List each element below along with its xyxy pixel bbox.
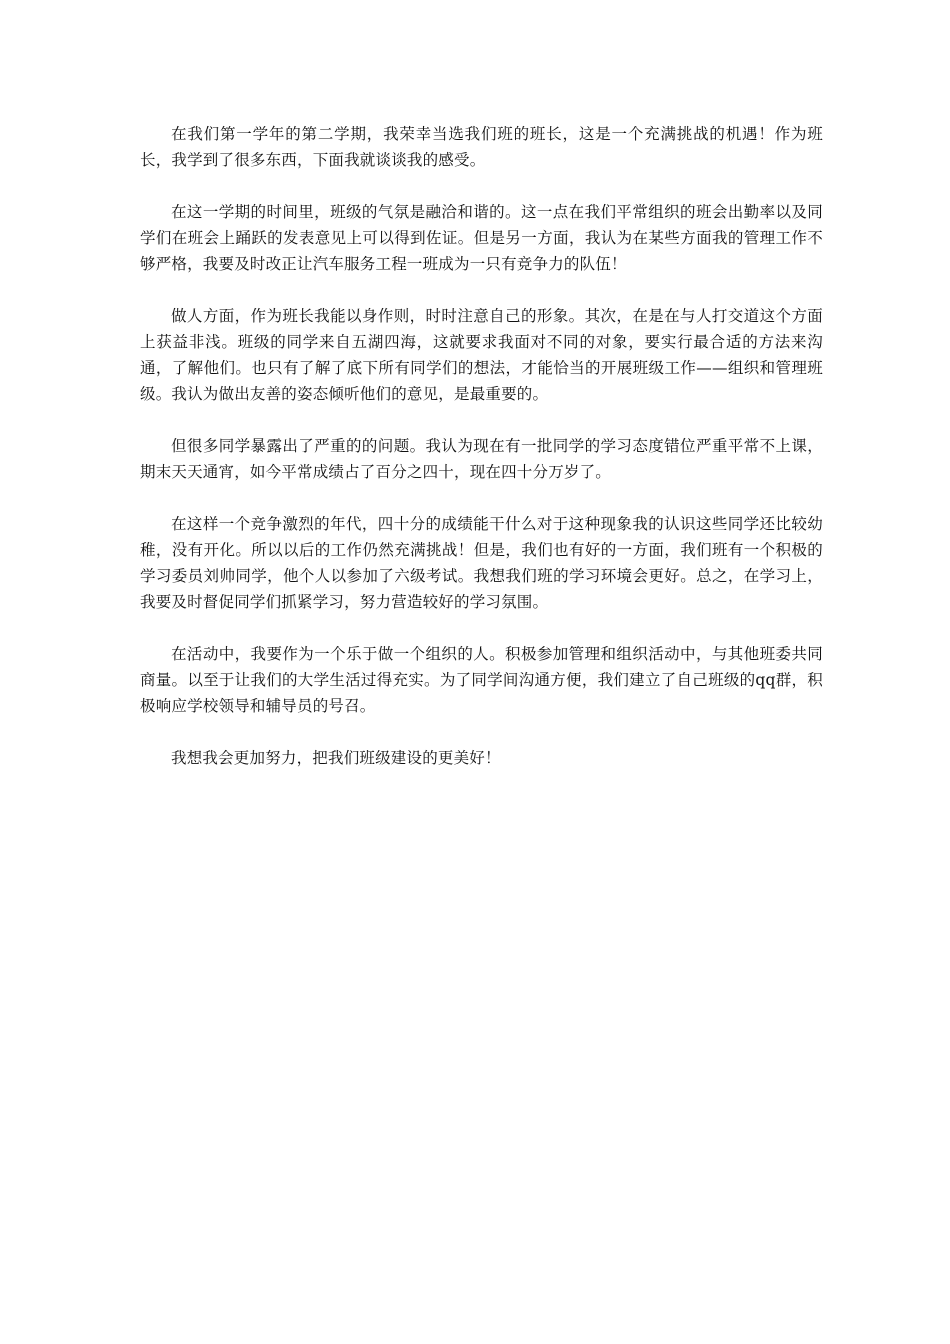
paragraph-1: 在我们第一学年的第二学期，我荣幸当选我们班的班长，这是一个充满挑战的机遇！作为班长，我学到了很多东西，下面我就谈谈我的感受。 <box>140 125 823 169</box>
paragraph-7: 我想我会更加努力，把我们班级建设的更美好！ <box>171 749 501 767</box>
paragraph-2: 在这一学期的时间里，班级的气氛是融洽和谐的。这一点在我们平常组织的班会出勤率以及同学们在班会上踊跃的发表意见上可以得到佐证。但是另一方面，我认为在某些方面我的管理工作不够严格，我要及时改正让汽车服务工程一班成为一只有竞争力的队伍！ <box>140 203 823 273</box>
paragraph-5: 在这样一个竞争激烈的年代，四十分的成绩能干什么对于这种现象我的认识这些同学还比较幼稚，没有开化。所以以后的工作仍然充满挑战！但是，我们也有好的一方面，我们班有一个积极的学习委员刘帅同学，他个人以参加了六级考试。我想我们班的学习环境会更好。总之，在学习上，我要及时督促同学们抓紧学习，努力营造较好的学习氛围。 <box>140 515 823 611</box>
paragraph-4: 但很多同学暴露出了严重的的问题。我认为现在有一批同学的学习态度错位严重平常不上课，期末天天通宵，如今平常成绩占了百分之四十，现在四十分万岁了。 <box>140 437 823 481</box>
document-body <box>140 121 823 797</box>
paragraph-6: 在活动中，我要作为一个乐于做一个组织的人。积极参加管理和组织活动中，与其他班委共同商量。以至于让我们的大学生活过得充实。为了同学间沟通方便，我们建立了自己班级的qq群，积极响应学校领导和辅导员的号召。 <box>140 645 823 715</box>
paragraph-3: 做人方面，作为班长我能以身作则，时时注意自己的形象。其次，在是在与人打交道这个方面上获益非浅。班级的同学来自五湖四海，这就要求我面对不同的对象，要实行最合适的方法来沟通，了解他们。也只有了解了底下所有同学们的想法，才能恰当的开展班级工作——组织和管理班级。我认为做出友善的姿态倾听他们的意见，是最重要的。 <box>140 307 823 403</box>
